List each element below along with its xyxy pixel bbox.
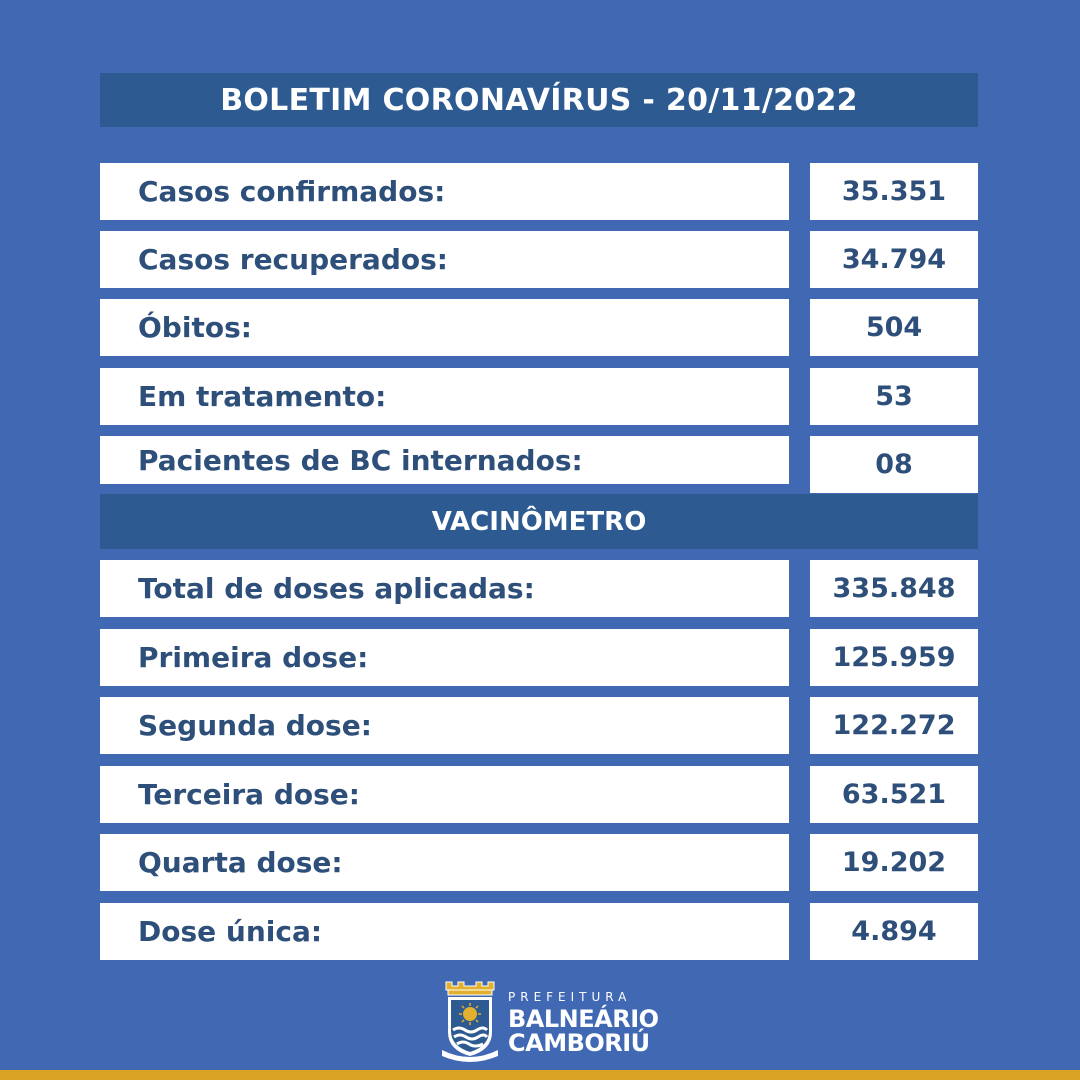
vaccine-row-terceira — [100, 766, 978, 823]
stat-label-box — [100, 436, 789, 484]
vaccine-value: 63.521 — [841, 779, 947, 810]
stat-value-box — [810, 163, 978, 220]
vaccine-label: Primeira dose: — [138, 641, 369, 674]
vaccine-label-box — [100, 766, 789, 823]
vaccine-value: 122.272 — [832, 710, 956, 741]
vaccine-value-box — [810, 766, 978, 823]
prefeitura-logo — [440, 980, 660, 1064]
bottom-accent-stripe — [0, 1070, 1080, 1080]
stat-row-tratamento — [100, 368, 978, 425]
stat-label-box — [100, 299, 789, 356]
stat-label: Óbitos: — [138, 311, 252, 344]
stat-label-box — [100, 231, 789, 288]
stat-row-internados — [100, 436, 978, 493]
vaccine-value: 4.894 — [851, 916, 937, 947]
stat-label: Pacientes de BC internados: — [138, 443, 583, 477]
title-bar — [100, 73, 978, 127]
vaccine-label: Segunda dose: — [138, 709, 372, 742]
stat-label-box — [100, 163, 789, 220]
vaccine-label: Total de doses aplicadas: — [138, 572, 535, 605]
vaccine-label: Dose única: — [138, 915, 323, 948]
stat-label: Casos recuperados: — [138, 243, 448, 276]
vaccine-row-quarta — [100, 834, 978, 891]
vaccine-label-box — [100, 560, 789, 617]
stat-value-box — [810, 436, 978, 493]
page-title: BOLETIM CORONAVÍRUS - 20/11/2022 — [220, 82, 858, 118]
logo-prefeitura-text: PREFEITURA — [508, 990, 632, 1004]
vaccine-row-unica — [100, 903, 978, 960]
vaccine-label: Terceira dose: — [138, 778, 360, 811]
vaccine-value-box — [810, 629, 978, 686]
logo-city-line2: CAMBORIÚ — [508, 1029, 650, 1057]
stat-value: 504 — [865, 312, 923, 343]
vaccine-label-box — [100, 629, 789, 686]
stat-row-confirmados — [100, 163, 978, 220]
stat-value: 08 — [875, 449, 913, 480]
stat-row-recuperados — [100, 231, 978, 288]
stat-label-box — [100, 368, 789, 425]
city-coat-of-arms-icon — [440, 980, 500, 1064]
stat-value-box — [810, 231, 978, 288]
vaccine-label-box — [100, 903, 789, 960]
vaccine-value: 125.959 — [832, 642, 956, 673]
stat-value-box — [810, 299, 978, 356]
vaccine-value-box — [810, 560, 978, 617]
section-header-vacinometro — [100, 494, 978, 549]
vaccine-label-box — [100, 834, 789, 891]
vaccine-label-box — [100, 697, 789, 754]
vaccine-value: 335.848 — [832, 573, 956, 604]
stat-value: 35.351 — [841, 176, 947, 207]
vaccine-value-box — [810, 697, 978, 754]
stat-value-box — [810, 368, 978, 425]
vaccine-value-box — [810, 834, 978, 891]
vaccine-value: 19.202 — [841, 847, 947, 878]
stat-row-obitos — [100, 299, 978, 356]
logo-city-name — [508, 1007, 668, 1055]
section-title: VACINÔMETRO — [431, 506, 647, 537]
vaccine-row-total — [100, 560, 978, 617]
logo-city-line1: BALNEÁRIO — [508, 1005, 659, 1033]
stat-label: Casos confirmados: — [138, 175, 446, 208]
stat-value: 53 — [875, 381, 913, 412]
vaccine-row-segunda — [100, 697, 978, 754]
vaccine-label: Quarta dose: — [138, 846, 343, 879]
vaccine-value-box — [810, 903, 978, 960]
stat-value: 34.794 — [841, 244, 947, 275]
vaccine-row-primeira — [100, 629, 978, 686]
stat-label: Em tratamento: — [138, 380, 387, 413]
